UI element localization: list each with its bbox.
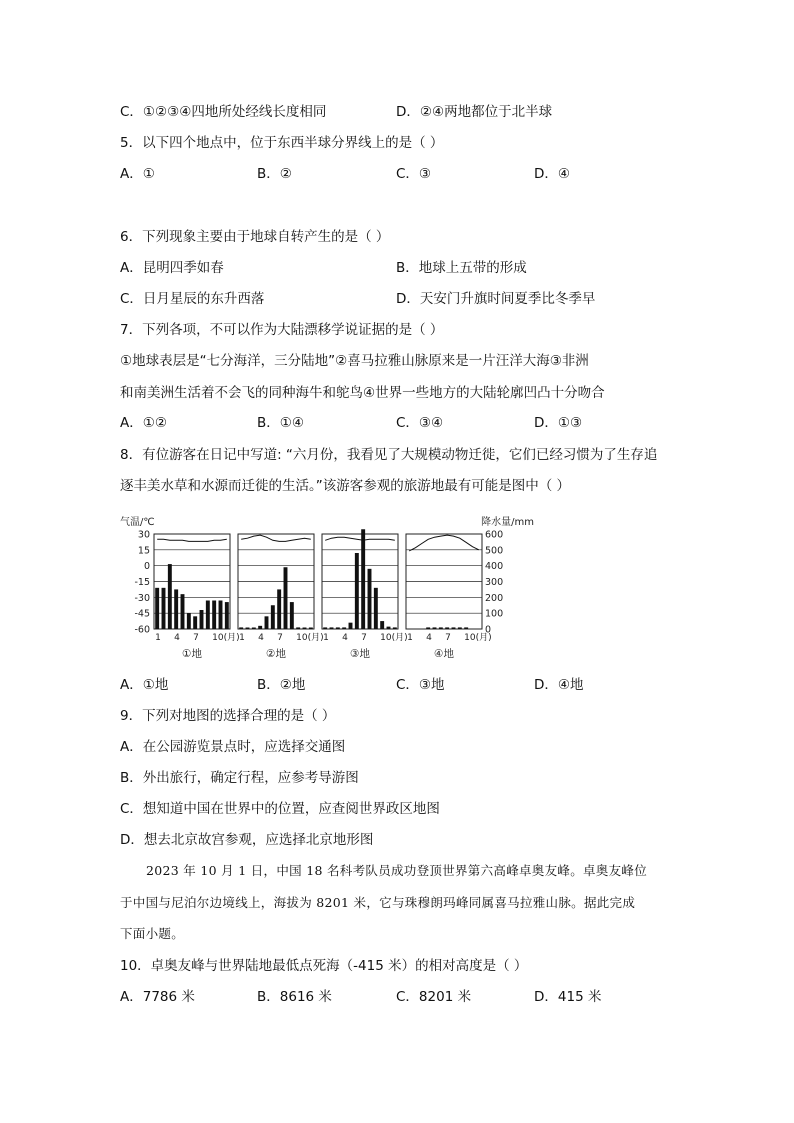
q10-option-c: C．8201 米 (396, 989, 472, 1005)
precipitation-bar (239, 627, 243, 629)
precipitation-bar (200, 610, 204, 629)
q4-option-c: C．①②③④四地所处经线长度相同 (120, 104, 327, 120)
precipitation-bar (368, 569, 372, 629)
month-tick-label: 7 (193, 633, 199, 643)
month-tick-label: 10(月) (380, 633, 408, 643)
precipitation-tick-label: 600 (485, 529, 504, 541)
temperature-tick-label: 30 (137, 529, 150, 541)
precipitation-bar (303, 628, 307, 630)
panel-label: ④地 (434, 648, 454, 660)
precipitation-bar (225, 602, 229, 629)
precipitation-bar (296, 627, 300, 629)
precipitation-tick-label: 100 (485, 608, 504, 620)
q5-option-a: A．① (120, 166, 155, 182)
q5-option-d: D．④ (534, 166, 570, 182)
precipitation-bar (193, 616, 197, 629)
climate-charts-figure (118, 512, 538, 662)
panel-label: ③地 (350, 648, 370, 660)
precipitation-bar (342, 627, 346, 629)
q5-option-c: C．③ (396, 166, 432, 182)
precipitation-bar (187, 613, 191, 629)
q10-option-a: A．7786 米 (120, 989, 195, 1005)
panel-label: ①地 (182, 648, 202, 660)
month-tick-label: 1 (407, 633, 413, 643)
temperature-tick-label: -45 (134, 608, 150, 620)
q8-option-b: B．②地 (257, 677, 306, 693)
month-tick-label: 10(月) (212, 633, 240, 643)
precipitation-bar (252, 628, 256, 630)
precipitation-bar (458, 627, 462, 629)
precipitation-bar (387, 627, 391, 629)
temperature-line (157, 539, 227, 541)
precipitation-bar (426, 627, 430, 629)
precipitation-axis-label: 降水量/mm (481, 517, 534, 528)
q9-option-b: B．外出旅行，确定行程，应参考导游图 (120, 770, 359, 786)
month-tick-label: 4 (342, 633, 348, 643)
precipitation-tick-label: 400 (485, 561, 504, 573)
temperature-tick-label: -30 (134, 592, 150, 604)
month-tick-label: 1 (155, 633, 161, 643)
q6-option-d: D．天安门升旗时间夏季比冬季早 (396, 291, 596, 307)
q6-stem: 6．下列现象主要由于地球自转产生的是（ ） (120, 229, 390, 245)
q7-option-d: D．①③ (534, 415, 583, 431)
q5-option-b: B．② (257, 166, 292, 182)
precipitation-bar (284, 567, 288, 629)
precipitation-bar (246, 628, 250, 630)
precipitation-bar (271, 605, 275, 629)
precipitation-bar (452, 627, 456, 629)
precipitation-bar (277, 589, 281, 629)
q9-stem: 9．下列对地图的选择合理的是（ ） (120, 708, 336, 724)
precipitation-tick-label: 200 (485, 592, 504, 604)
q8-option-a: A．①地 (120, 677, 169, 693)
month-tick-label: 10(月) (296, 633, 324, 643)
precipitation-bar (361, 529, 365, 629)
q9-option-a: A．在公园游览景点时，应选择交通图 (120, 739, 346, 755)
month-tick-label: 1 (323, 633, 329, 643)
q10-stem: 10．卓奥友峰与世界陆地最低点死海（-415 米）的相对高度是（ ） (120, 958, 528, 974)
q7-detail-line1: ①地球表层是“七分海洋，三分陆地”②喜马拉雅山脉原来是一片汪洋大海③非洲 (120, 353, 589, 369)
q10-option-b: B．8616 米 (257, 989, 332, 1005)
temperature-axis-label: 气温/℃ (120, 517, 155, 528)
q5-stem: 5．以下四个地点中，位于东西半球分界线上的是（ ） (120, 135, 444, 151)
month-tick-label: 4 (426, 633, 432, 643)
precipitation-bar (374, 588, 378, 629)
precipitation-bar (433, 627, 437, 629)
temperature-tick-label: -60 (134, 624, 150, 636)
q8-stem-line2: 逐丰美水草和水源而迁徙的生活。”该游客参观的旅游地最有可能是图中（ ） (120, 478, 571, 494)
precipitation-bar (330, 627, 334, 629)
precipitation-bar (174, 589, 178, 629)
q7-option-b: B．①④ (257, 415, 304, 431)
q6-option-c: C．日月星辰的东升西落 (120, 291, 265, 307)
precipitation-bar (323, 627, 327, 629)
month-tick-label: 10(月) (464, 633, 492, 643)
precipitation-bar (265, 616, 269, 629)
precipitation-bar (439, 627, 443, 629)
precipitation-tick-label: 500 (485, 545, 504, 557)
temperature-tick-label: 15 (137, 545, 150, 557)
temperature-line (325, 537, 395, 540)
q9-option-c: C．想知道中国在世界中的位置，应查阅世界政区地图 (120, 801, 440, 817)
precipitation-bar (162, 588, 166, 629)
precipitation-bar (336, 627, 340, 629)
precipitation-bar (181, 594, 185, 629)
temperature-line (241, 535, 311, 541)
passage-line2: 于中国与尼泊尔边境线上，海拔为 8201 米，它与珠穆朗玛峰同属喜马拉雅山脉。据此完成 (120, 895, 636, 910)
precipitation-bar (206, 601, 210, 630)
precipitation-bar (349, 623, 353, 629)
q8-stem-line1: 8．有位游客在日记中写道: “六月份，我看见了大规模动物迁徙，它们已经习惯为了生存追 (120, 447, 658, 463)
month-tick-label: 7 (277, 633, 283, 643)
month-tick-label: 4 (174, 633, 180, 643)
q4-option-d: D．②④两地都位于北半球 (396, 104, 553, 120)
precipitation-bar (393, 627, 397, 629)
q10-option-d: D．415 米 (534, 989, 602, 1005)
precipitation-tick-label: 0 (485, 624, 492, 636)
month-tick-label: 4 (258, 633, 264, 643)
passage-line3: 下面小题。 (120, 926, 185, 941)
month-tick-label: 7 (445, 633, 451, 643)
temperature-line (409, 535, 479, 551)
q7-stem: 7．下列各项，不可以作为大陆漂移学说证据的是（ ） (120, 322, 444, 338)
precipitation-bar (309, 628, 313, 630)
q9-option-d: D．想去北京故宫参观，应选择北京地形图 (120, 832, 374, 848)
precipitation-tick-label: 300 (485, 577, 504, 588)
q7-option-c: C．③④ (396, 415, 444, 431)
precipitation-bar (380, 621, 384, 629)
panel-label: ②地 (266, 648, 286, 660)
q6-option-a: A．昆明四季如春 (120, 260, 224, 276)
q7-detail-line2: 和南美洲生活着不会飞的同种海牛和鸵鸟④世界一些地方的大陆轮廓凹凸十分吻合 (120, 385, 605, 401)
q8-option-d: D．④地 (534, 677, 584, 693)
precipitation-bar (212, 601, 216, 630)
precipitation-bar (355, 553, 359, 629)
precipitation-bar (155, 588, 159, 629)
precipitation-bar (258, 626, 262, 629)
month-tick-label: 1 (239, 633, 245, 643)
precipitation-bar (168, 564, 172, 629)
temperature-tick-label: 0 (143, 561, 150, 573)
precipitation-bar (464, 627, 468, 629)
q8-option-c: C．③地 (396, 677, 445, 693)
precipitation-bar (219, 601, 223, 630)
temperature-tick-label: -15 (134, 577, 150, 588)
q6-option-b: B．地球上五带的形成 (396, 260, 527, 276)
precipitation-bar (445, 627, 449, 629)
precipitation-bar (290, 602, 294, 629)
month-tick-label: 7 (361, 633, 367, 643)
q7-option-a: A．①② (120, 415, 167, 431)
passage-line1: 2023 年 10 月 1 日，中国 18 名科考队员成功登顶世界第六高峰卓奥友峰。卓奥友峰位 (146, 863, 647, 878)
